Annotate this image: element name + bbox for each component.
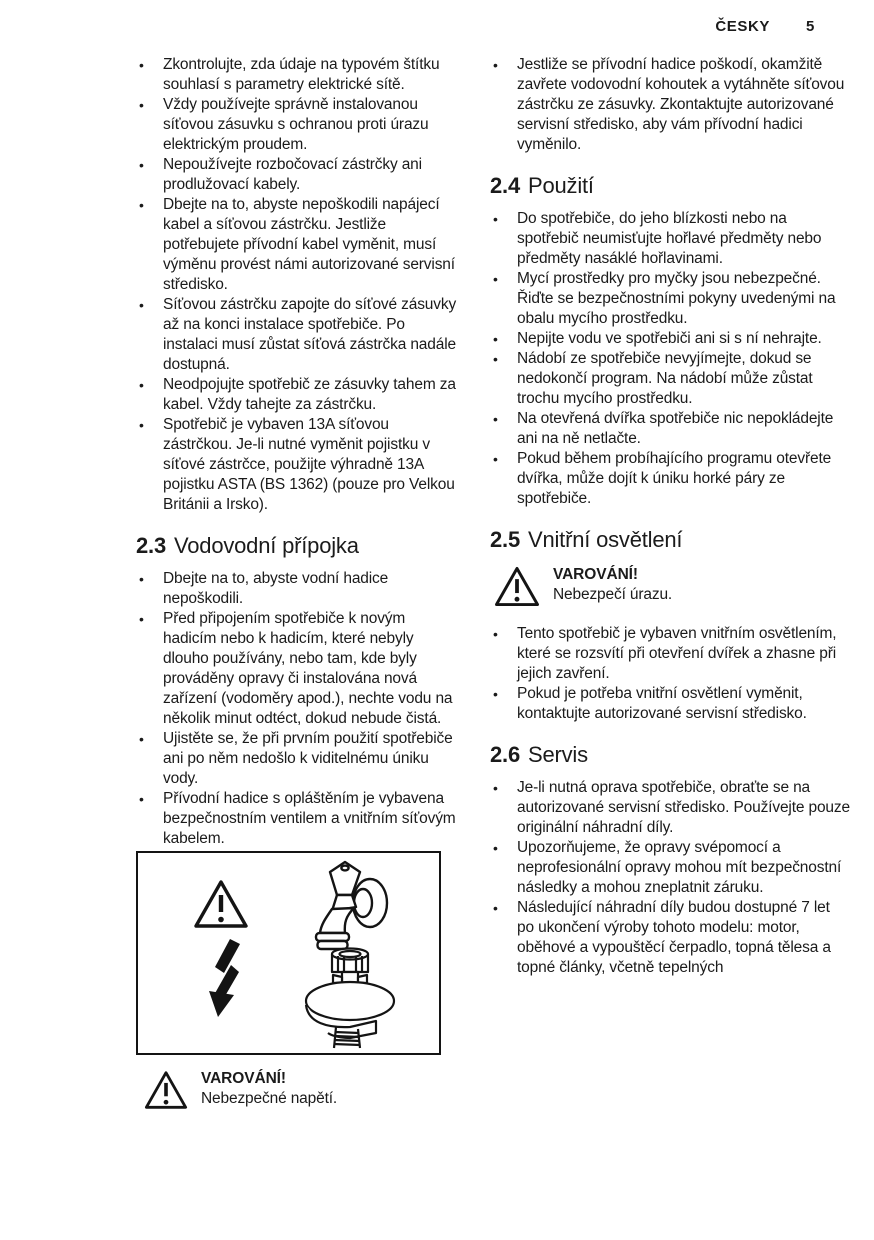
bullet-item: • Do spotřebiče, do jeho blízkosti nebo na spotřebič neumisťujte hořlavé předměty nebo předměty nasáklé hořlavinami. <box>490 209 850 269</box>
right-column <box>490 55 850 978</box>
language-label: ČESKY <box>715 18 771 35</box>
bullet-item: • Nepijte vodu ve spotřebiči ani si s ní nehrajte. <box>490 329 850 349</box>
bullet-item: • Dbejte na to, abyste nepoškodili napájecí kabel a síťovou zástrčku. Jestliže potřebujete přívodní kabel vyměnit, musí výměnu provést námi autorizované servisní středisko. <box>136 195 458 295</box>
water-connection-figure <box>136 851 441 1055</box>
section-heading-2-5 <box>490 525 850 555</box>
warning-title: VAROVÁNÍ! <box>553 566 638 583</box>
warning-title: VAROVÁNÍ! <box>201 1070 286 1087</box>
section-heading-2-6 <box>490 740 850 770</box>
bullet-item: • Dbejte na to, abyste vodní hadice nepoškodili. <box>136 569 458 609</box>
bullet-item: • Přívodní hadice s opláštěním je vybavena bezpečnostním ventilem a vnitřním síťovým kabelem. <box>136 789 458 849</box>
section-number: 2.6 <box>490 742 520 767</box>
warning-triangle-icon <box>193 879 249 934</box>
bullet-list-service <box>490 778 850 978</box>
bullet-item: • Mycí prostředky pro myčky jsou nebezpečné. Řiďte se bezpečnostními pokyny uvedenými na obalu mycího prostředku. <box>490 269 850 329</box>
page-header <box>715 18 815 35</box>
section-title: Použití <box>527 173 594 198</box>
lightning-bolt-icon <box>206 939 246 1024</box>
bullet-item: • Nádobí ze spotřebiče nevyjímejte, dokud se nedokončí program. Na nádobí může zůstat trochu mycího prostředku. <box>490 349 850 409</box>
bullet-item: • Ujistěte se, že při prvním použití spotřebiče ani po něm nedošlo k viditelnému úniku vody. <box>136 729 458 789</box>
bullet-item: • Pokud během probíhajícího programu otevřete dvířka, může dojít k úniku horké páry ze spotřebiče. <box>490 449 850 509</box>
section-number: 2.3 <box>136 533 166 558</box>
page-number: 5 <box>806 18 815 35</box>
bullet-list-electrical <box>136 55 458 515</box>
bullet-item: • Upozorňujeme, že opravy svépomocí a neprofesionální opravy mohou mít bezpečnostní následky a mohou zneplatnit záruku. <box>490 838 850 898</box>
bullet-list-water-connection <box>136 569 458 849</box>
bullet-item: • Spotřebič je vybaven 13A síťovou zástrčkou. Je-li nutné vyměnit pojistku v síťové zástrčce, použijte výhradně 13A pojistku ASTA (BS 1362) (pouze pro Velkou Británii a Irsko). <box>136 415 458 515</box>
bullet-item: • Jestliže se přívodní hadice poškodí, okamžitě zavřete vodovodní kohoutek a vytáhněte síťovou zástrčku ze zásuvky. Zkontaktujte autorizované servisní středisko, aby vám přívodní hadici vyměnilo. <box>490 55 850 155</box>
bullet-item: • Následující náhradní díly budou dostupné 7 let po ukončení výroby tohoto modelu: motor, oběhové a vypouštěcí čerpadlo, topná tělesa a topné články, včetně tepelných <box>490 898 850 978</box>
inlet-hose-icon <box>298 945 402 1054</box>
warning-triangle-icon <box>144 1070 188 1115</box>
section-heading-2-4 <box>490 171 850 201</box>
bullet-item: • Před připojením spotřebiče k novým hadicím nebo k hadicím, které nebyly dlouho používány, nebo tam, kde byly prováděny opravy či instalována nová zařízení (vodoměry apod.), nechte vodu na několik minut odtéct, dokud nebude čistá. <box>136 609 458 729</box>
warning-block-voltage <box>136 1069 458 1115</box>
bullet-item: • Pokud je potřeba vnitřní osvětlení vyměnit, kontaktujte autorizované servisní středisko. <box>490 684 850 724</box>
bullet-list-use <box>490 209 850 509</box>
section-title: Servis <box>527 742 588 767</box>
bullet-item: • Je-li nutná oprava spotřebiče, obraťte se na autorizované servisní středisko. Používejte pouze originální náhradní díly. <box>490 778 850 838</box>
section-title: Vnitřní osvětlení <box>527 527 683 552</box>
warning-text: Nebezpečí úrazu. <box>553 586 673 603</box>
warning-block-injury <box>490 565 850 612</box>
left-column <box>136 55 458 1115</box>
bullet-item: • Vždy používejte správně instalovanou síťovou zásuvku s ochranou proti úrazu elektrickým proudem. <box>136 95 458 155</box>
bullet-list-hose-damage <box>490 55 850 155</box>
bullet-item: • Neodpojujte spotřebič ze zásuvky tahem za kabel. Vždy tahejte za zástrčku. <box>136 375 458 415</box>
bullet-list-interior-light <box>490 624 850 724</box>
bullet-item: • Nepoužívejte rozbočovací zástrčky ani prodlužovací kabely. <box>136 155 458 195</box>
section-heading-2-3 <box>136 531 458 561</box>
warning-text: Nebezpečné napětí. <box>201 1090 338 1107</box>
section-number: 2.5 <box>490 527 520 552</box>
bullet-item: • Tento spotřebič je vybaven vnitřním osvětlením, které se rozsvítí při otevření dvířek a zhasne při jejich zavření. <box>490 624 850 684</box>
bullet-item: • Zkontrolujte, zda údaje na typovém štítku souhlasí s parametry elektrické sítě. <box>136 55 458 95</box>
section-number: 2.4 <box>490 173 520 198</box>
bullet-item: • Síťovou zástrčku zapojte do síťové zásuvky až na konci instalace spotřebiče. Po instalaci musí zůstat síťová zástrčka nadále dostupná. <box>136 295 458 375</box>
warning-triangle-icon <box>494 566 540 612</box>
bullet-item: • Na otevřená dvířka spotřebiče nic nepokládejte ani na ně netlačte. <box>490 409 850 449</box>
section-title: Vodovodní přípojka <box>173 533 359 558</box>
